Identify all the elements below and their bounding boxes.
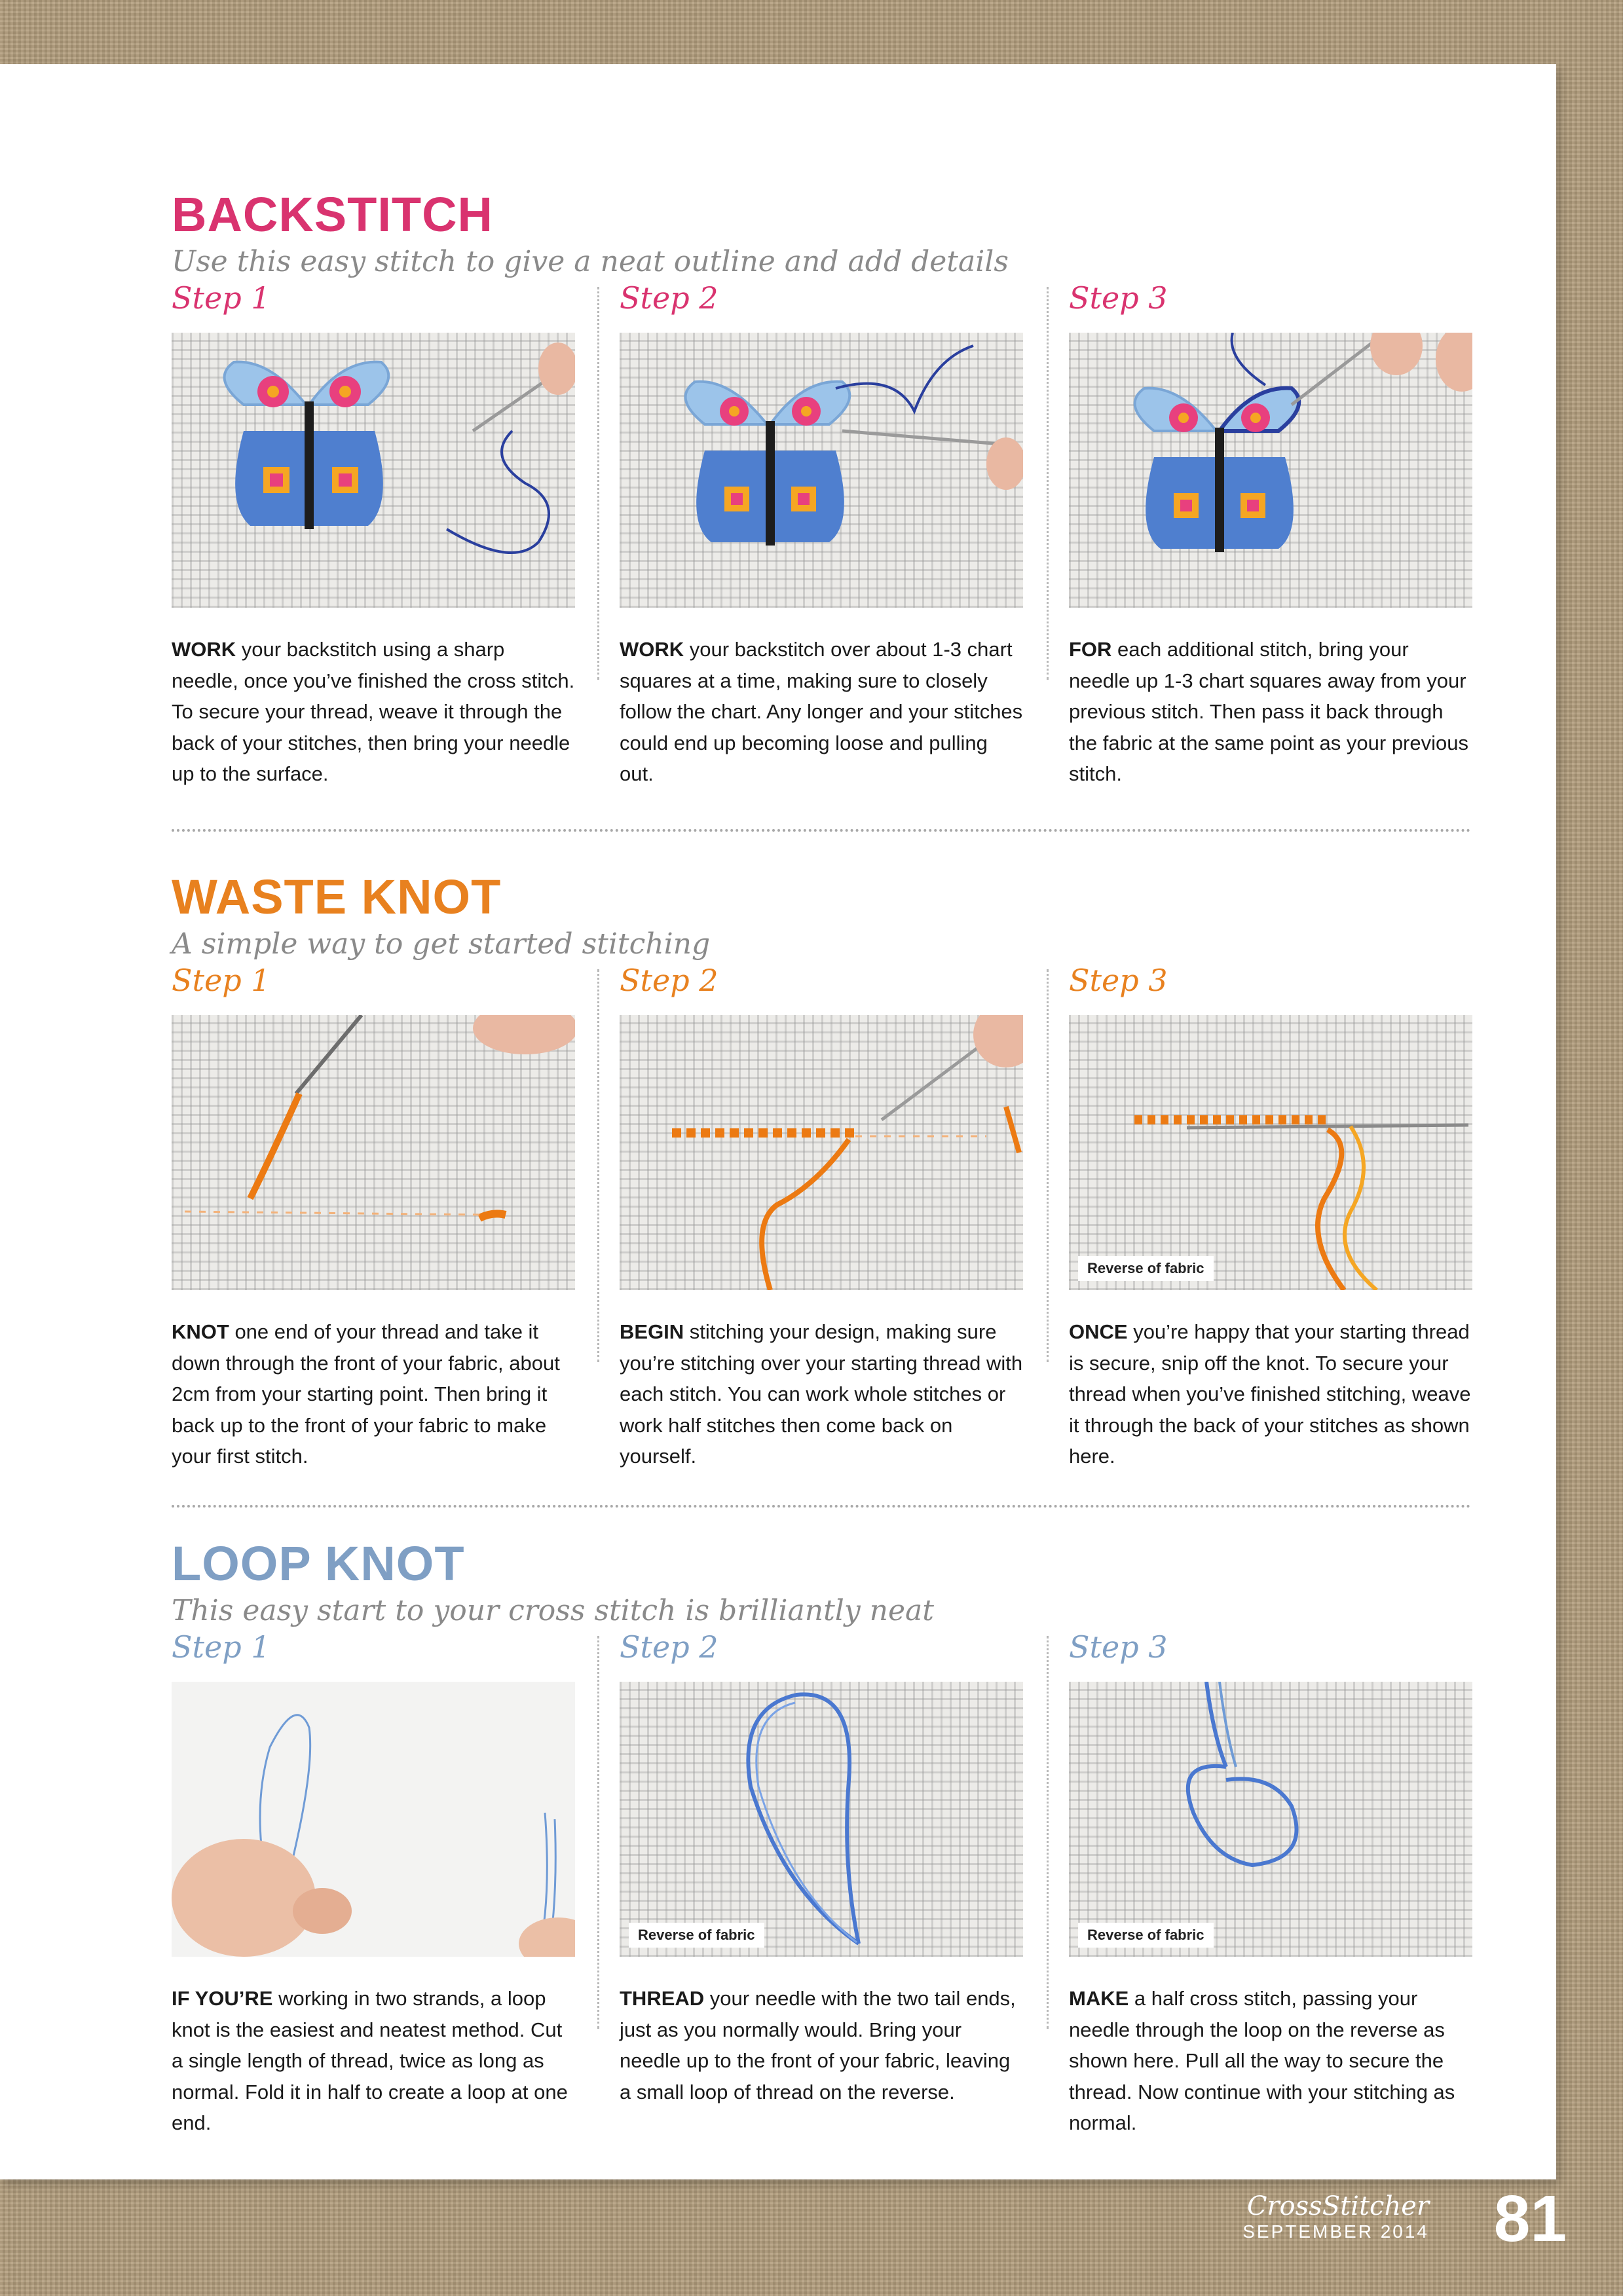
step-description: WORK your backstitch using a sharp needle, once you’ve finished the cross stitch. To secure your thread, weave it through the back of your stitches, then bring your needle up to the surface. [172,638,575,785]
step-label: Step 3 [1069,280,1168,316]
butterfly-illustration [620,333,1023,608]
magazine-name: CrossStitcher [1246,2191,1429,2221]
thread-illustration [1069,1015,1472,1290]
step-photo [1069,1015,1472,1290]
step-photo [620,1682,1023,1957]
column-divider [597,1636,599,2029]
magazine-page [0,64,1556,2179]
step-photo [172,333,575,608]
step-label: Step 1 [172,1629,270,1665]
section-waste-knot [172,871,1471,1526]
step-label: Step 3 [1069,963,1168,998]
step-description: WORK your backstitch over about 1-3 chart squares at a time, making sure to closely follow the chart. Any longer and your stitches could end up becoming loose and pulling out. [620,638,1023,785]
step-photo [172,1015,575,1290]
step-label: Step 2 [620,1629,718,1665]
step-description: ONCE you’re happy that your starting thread is secure, snip off the knot. To secure your thread when you’ve finished stitching, weave it through the back of your stitches as shown here. [1069,1320,1471,1468]
thread-illustration [172,1015,575,1290]
step-label: Step 2 [620,963,718,998]
section-title: WASTE KNOT [172,870,502,924]
step-photo [1069,333,1472,608]
thread-loop-illustration [172,1682,575,1957]
step-description: KNOT one end of your thread and take it down through the front of your fabric, about 2cm from your starting point. Then bring it back up to the front of your fabric to make your first stitch. [172,1320,560,1468]
column-divider [1047,969,1049,1362]
step-label: Step 1 [172,963,270,998]
section-divider [172,829,1471,832]
butterfly-illustration [1069,333,1472,608]
step-description: BEGIN stitching your design, making sure you’re stitching over your starting thread with each stitch. You can work whole stitches or work half stitches then come back on yourself. [620,1320,1023,1468]
thread-loop-illustration [1069,1682,1472,1957]
section-backstitch [172,189,1471,843]
step-photo [172,1682,575,1957]
column-divider [1047,1636,1049,2029]
page-footer [1242,2182,1572,2255]
thread-loop-illustration [620,1682,1023,1957]
thread-illustration [620,1015,1023,1290]
photo-badge: Reverse of fabric [1078,1256,1214,1281]
photo-badge: Reverse of fabric [629,1923,764,1948]
step-description: FOR each additional stitch, bring your needle up 1-3 chart squares away from your previous stitch. Then pass it back through the fabric at the same point as your previous stitch. [1069,638,1468,785]
step-label: Step 1 [172,280,270,316]
section-subtitle: Use this easy stitch to give a neat outline and add details [172,245,1009,278]
step-photo [620,333,1023,608]
section-title: BACKSTITCH [172,187,493,242]
step-label: Step 3 [1069,1629,1168,1665]
page-number: 81 [1493,2182,1567,2255]
step-label: Step 2 [620,280,718,316]
issue-date: SEPTEMBER 2014 [1242,2221,1429,2242]
step-photo [1069,1682,1472,1957]
section-title: LOOP KNOT [172,1536,465,1591]
butterfly-illustration [172,333,575,608]
step-description: IF YOU’RE working in two strands, a loop knot is the easiest and neatest method. Cut a single length of thread, twice as long as normal. Fold it in half to create a loop at one end. [172,1987,568,2134]
step-description: THREAD your needle with the two tail ends, just as you normally would. Bring your needle up to the front of your fabric, leaving a small loop of thread on the reverse. [620,1987,1016,2103]
section-divider [172,1505,1471,1508]
column-divider [1047,287,1049,680]
column-divider [597,969,599,1362]
column-divider [597,287,599,680]
section-subtitle: A simple way to get started stitching [172,927,711,961]
step-description: MAKE a half cross stitch, passing your needle through the loop on the reverse as shown here. Pull all the way to secure the thread. Now continue with your stitching as normal. [1069,1987,1455,2134]
section-subtitle: This easy start to your cross stitch is brilliantly neat [172,1594,934,1627]
section-loop-knot [172,1538,1471,2193]
photo-badge: Reverse of fabric [1078,1923,1214,1948]
step-photo [620,1015,1023,1290]
